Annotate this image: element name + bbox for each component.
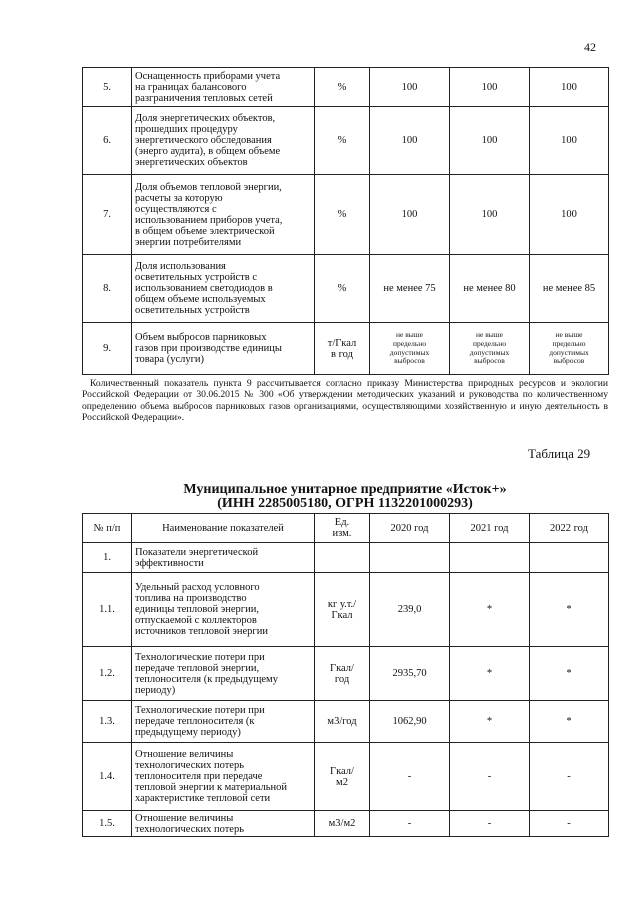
value-cell: *	[450, 701, 530, 743]
value-cell: -	[530, 811, 609, 837]
indicator-name-line: на границах балансового	[135, 81, 247, 93]
row-number: 8.	[83, 255, 132, 323]
indicator-name	[132, 543, 315, 573]
row-number: 7.	[83, 175, 132, 255]
row-number: 1.3.	[83, 701, 132, 743]
unit-cell	[315, 743, 370, 811]
unit-cell	[315, 701, 370, 743]
indicator-name	[132, 573, 315, 647]
value-cell-line: предельно	[472, 338, 507, 348]
value-cell-line: выбросов	[553, 356, 585, 366]
value-cell: 100	[450, 175, 530, 255]
row-number: 9.	[83, 323, 132, 375]
value-cell-line: предельно	[552, 338, 586, 348]
unit-cell-line: кг у.т./	[327, 598, 357, 610]
value-cell: *	[450, 573, 530, 647]
value-cell-line: выбросов	[394, 356, 425, 366]
table-header-row	[83, 514, 609, 543]
table-row	[83, 175, 609, 255]
indicator-name-line: топлива на производство	[135, 593, 247, 604]
indicator-name-line: осветительных устройств с	[135, 272, 258, 283]
unit-cell: %	[315, 255, 370, 323]
table-row	[83, 543, 609, 573]
table-row	[83, 743, 609, 811]
row-number: 1.2.	[83, 647, 132, 701]
organization-ids: (ИНН 2285005180, ОГРН 1132201000293)	[217, 496, 473, 511]
indicator-name-line: осветительных устройств	[135, 305, 250, 316]
unit-cell: %	[315, 68, 370, 107]
indicator-name	[132, 175, 315, 255]
indicator-name	[132, 68, 315, 107]
table-row	[83, 107, 609, 175]
indicator-name-line: предыдущему периоду)	[135, 727, 241, 738]
header-year-2021: 2021 год	[450, 514, 530, 543]
indicator-name-line: Оснащенность приборами учета	[135, 70, 281, 82]
indicator-name-line: тепловой энергии к материальной	[135, 782, 288, 793]
table-row	[83, 68, 609, 107]
indicator-name-line: общем объеме используемых	[135, 294, 266, 305]
value-cell	[370, 323, 450, 375]
indicator-name-line: теплоносителя при передаче	[135, 771, 263, 782]
value-cell-line: допустимых	[549, 347, 589, 357]
unit-cell-line: м2	[336, 776, 348, 788]
row-number: 1.	[83, 543, 132, 573]
header-name: Наименование показателей	[132, 514, 315, 543]
page-number: 42	[584, 40, 596, 54]
value-cell: *	[530, 701, 609, 743]
indicator-name-line: осуществляются с	[135, 203, 217, 215]
row-number: 6.	[83, 107, 132, 175]
value-cell-line: не выше	[476, 330, 503, 340]
indicator-name-line: единицы тепловой энергии,	[135, 604, 259, 615]
value-cell: 100	[370, 107, 450, 175]
table2-header	[83, 514, 609, 543]
value-cell: 100	[450, 68, 530, 107]
value-cell: 100	[530, 107, 609, 175]
value-cell	[450, 543, 530, 573]
row-number: 1.1.	[83, 573, 132, 647]
indicator-name-line: технологических потерь	[135, 760, 244, 771]
value-cell: не менее 75	[370, 255, 450, 323]
unit-cell	[315, 323, 370, 375]
footnote-text: Количественный показатель пункта 9 рассчитывается согласно приказу Министерства природных ресурсов и экологии Российской Федерации от 30.06.2015 № 300 «Об утверждении методических указаний и руководства по количественному определению объема выбросов парниковых газов организациями, осуществляющими хозяйственную и иную деятельность в Российской Федерации».	[82, 378, 608, 424]
indicator-name-line: Технологические потери при	[135, 651, 265, 663]
indicator-name-line: расчеты за которую	[135, 192, 223, 204]
value-cell-line: выбросов	[474, 356, 505, 366]
unit-cell-line: м3/м2	[328, 818, 356, 829]
value-cell: -	[450, 811, 530, 837]
unit-cell	[315, 811, 370, 837]
value-cell-line: не выше	[555, 330, 583, 340]
table-row	[83, 573, 609, 647]
value-cell-line: допустимых	[469, 347, 510, 357]
value-cell: 100	[530, 68, 609, 107]
value-cell	[530, 543, 609, 573]
value-cell: не менее 85	[530, 255, 609, 323]
value-cell: *	[450, 647, 530, 701]
value-cell: -	[450, 743, 530, 811]
unit-cell	[315, 573, 370, 647]
indicator-name-line: периоду)	[135, 684, 176, 696]
indicator-name-line: Доля использования	[135, 261, 226, 272]
table-row	[83, 647, 609, 701]
indicator-name-line: технологических потерь	[135, 823, 244, 835]
indicator-name-line: прошедших процедуру	[135, 124, 238, 135]
unit-cell-line: Гкал/	[330, 662, 354, 674]
value-cell: 1062,90	[370, 701, 450, 743]
value-cell: 100	[370, 68, 450, 107]
indicator-name-line: энергетического обследования	[135, 135, 272, 146]
organization-title: Муниципальное унитарное предприятие «Исток+»	[183, 482, 507, 497]
value-cell: 100	[370, 175, 450, 255]
header-unit-line: изм.	[332, 528, 352, 539]
value-cell: *	[530, 647, 609, 701]
indicator-name	[132, 107, 315, 175]
value-cell: 239,0	[370, 573, 450, 647]
value-cell	[450, 323, 530, 375]
table-row	[83, 811, 609, 837]
unit-cell-line: Гкал	[331, 609, 353, 621]
indicator-name	[132, 701, 315, 743]
indicators-table-continued	[82, 67, 609, 375]
value-cell: -	[370, 811, 450, 837]
header-unit	[315, 514, 370, 543]
indicator-name-line: отпускаемой с коллекторов	[135, 615, 257, 626]
energy-efficiency-table	[82, 513, 609, 837]
indicator-name-line: газов при производстве единицы	[135, 343, 282, 354]
indicator-name-line: использованием светодиодов в	[135, 283, 273, 294]
value-cell: *	[530, 573, 609, 647]
value-cell: 2935,70	[370, 647, 450, 701]
indicator-name-line: (энерго аудита), в общем объеме	[135, 146, 281, 157]
row-number: 1.5.	[83, 811, 132, 837]
row-number: 5.	[83, 68, 132, 107]
unit-cell-line: Гкал/	[330, 765, 354, 777]
row-number: 1.4.	[83, 743, 132, 811]
indicator-name-line: Объем выбросов парниковых	[135, 332, 267, 343]
table1-body	[83, 68, 609, 375]
indicator-name-line: Показатели энергетической	[135, 546, 259, 558]
indicator-name-line: разграничения тепловых сетей	[135, 92, 273, 104]
unit-cell	[315, 543, 370, 573]
table2-body	[83, 543, 609, 837]
indicator-name-line: в общем объеме электрической	[135, 225, 275, 237]
indicator-name	[132, 647, 315, 701]
unit-cell	[315, 647, 370, 701]
value-cell	[530, 323, 609, 375]
indicator-name-line: Доля энергетических объектов,	[135, 113, 276, 124]
value-cell-line: не выше	[396, 330, 423, 340]
value-cell: -	[370, 743, 450, 811]
value-cell-line: предельно	[392, 338, 427, 348]
indicator-name-line: товара (услуги)	[135, 354, 205, 365]
indicator-name-line: Отношение величины	[135, 812, 234, 824]
table-label: Таблица 29	[528, 446, 591, 461]
unit-cell: %	[315, 175, 370, 255]
indicator-name	[132, 811, 315, 837]
indicator-name-line: эффективности	[135, 557, 204, 569]
value-cell: 100	[530, 175, 609, 255]
unit-cell-line: м3/год	[327, 716, 357, 727]
indicator-name	[132, 255, 315, 323]
value-cell-line: допустимых	[389, 347, 430, 357]
indicator-name-line: характеристике тепловой сети	[135, 793, 271, 804]
header-year-2020: 2020 год	[370, 514, 450, 543]
indicator-name	[132, 323, 315, 375]
indicator-name-line: источников тепловой энергии	[135, 626, 268, 637]
indicator-name	[132, 743, 315, 811]
indicator-name-line: теплоносителя (к предыдущему	[135, 673, 278, 685]
header-year-2022: 2022 год	[530, 514, 609, 543]
unit-cell-line: год	[334, 673, 350, 685]
unit-cell: %	[315, 107, 370, 175]
unit-cell-line: т/Гкал	[327, 337, 357, 349]
value-cell: не менее 80	[450, 255, 530, 323]
header-unit-line: Ед.	[334, 517, 350, 528]
table-row	[83, 701, 609, 743]
indicator-name-line: Удельный расход условного	[135, 582, 260, 593]
value-cell: 100	[450, 107, 530, 175]
indicator-name-line: Технологические потери при	[135, 705, 265, 716]
value-cell	[370, 543, 450, 573]
indicator-name-line: передаче тепловой энергии,	[135, 662, 260, 674]
header-num: № п/п	[83, 514, 132, 543]
indicator-name-line: использованием приборов учета,	[135, 214, 283, 226]
indicator-name-line: энергии потребителями	[135, 236, 242, 248]
table-row	[83, 255, 609, 323]
indicator-name-line: Отношение величины	[135, 749, 234, 760]
indicator-name-line: энергетических объектов	[135, 157, 248, 168]
indicator-name-line: Доля объемов тепловой энергии,	[135, 181, 282, 193]
indicator-name-line: передаче теплоносителя (к	[135, 716, 255, 727]
table-row	[83, 323, 609, 375]
unit-cell-line: в год	[331, 348, 353, 360]
value-cell: -	[530, 743, 609, 811]
